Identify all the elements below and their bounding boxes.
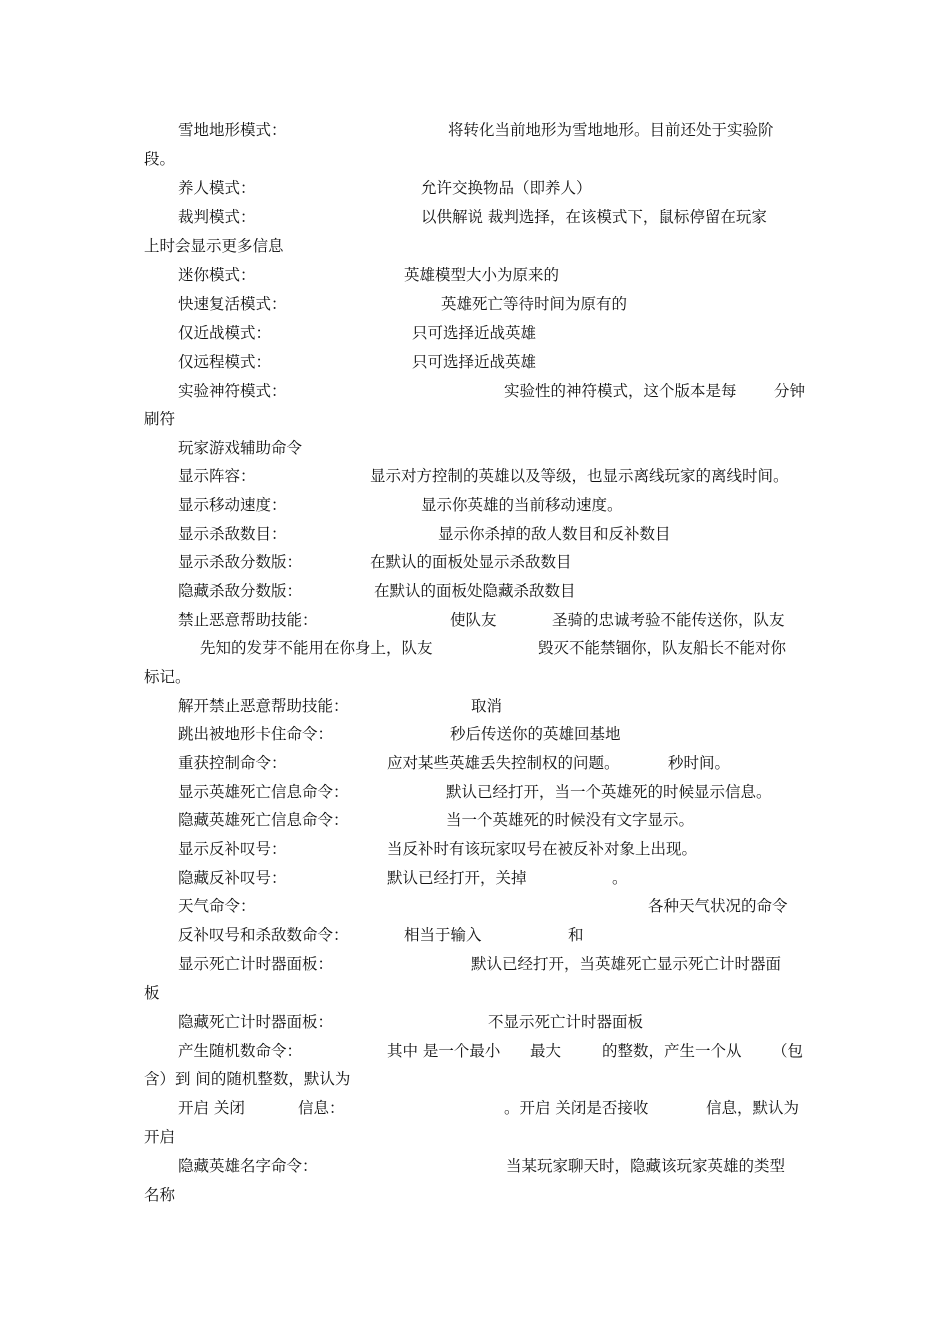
- line-label: 天气命令：: [178, 897, 256, 915]
- line-text: 刷符: [144, 410, 176, 428]
- line-text: 当反补时有该玩家叹号在被反补对象上出现。: [387, 840, 698, 858]
- line-label: 隐藏英雄死亡信息命令：: [178, 811, 349, 829]
- line-label: 隐藏英雄名字命令：: [178, 1157, 318, 1175]
- line-label: 隐藏反补叹号：: [178, 869, 287, 887]
- line-text: 先知的发芽不能用在你身上，队友: [200, 639, 433, 657]
- line-text: 其中 是一个最小: [387, 1042, 501, 1060]
- line-text: 只可选择近战英雄: [412, 324, 537, 342]
- line-text: 。: [612, 869, 628, 887]
- line-text: 允许交换物品（即养人）: [421, 179, 592, 197]
- line-text: 板: [144, 984, 160, 1002]
- line-text: 开启: [144, 1128, 176, 1146]
- line-label: 禁止恶意帮助技能：: [178, 611, 318, 629]
- line-text: 不显示死亡计时器面板: [488, 1013, 644, 1031]
- line-text: 英雄模型大小为原来的: [404, 266, 560, 284]
- line-text: 将转化当前地形为雪地地形。目前还处于实验阶: [448, 121, 774, 139]
- line-text: 显示你杀掉的敌人数目和反补数目: [438, 525, 671, 543]
- line-label: 隐藏杀敌分数版：: [178, 582, 303, 600]
- line-text: 分钟: [774, 382, 806, 400]
- line-text: 使队友: [450, 611, 497, 629]
- line-text: 只可选择近战英雄: [412, 353, 537, 371]
- line-label: 开启 关闭: [178, 1099, 245, 1117]
- line-text: 最大: [530, 1042, 562, 1060]
- line-label: 隐藏死亡计时器面板：: [178, 1013, 334, 1031]
- line-text: 显示对方控制的英雄以及等级，也显示离线玩家的离线时间。: [370, 467, 789, 485]
- line-label: 显示反补叹号：: [178, 840, 287, 858]
- line-label: 玩家游戏辅助命令: [178, 439, 303, 457]
- line-text: 秒后传送你的英雄回基地: [450, 725, 621, 743]
- line-label: 显示英雄死亡信息命令：: [178, 783, 349, 801]
- line-label: 养人模式：: [178, 179, 256, 197]
- line-label: 重获控制命令：: [178, 754, 287, 772]
- line-text: 默认已经打开，当英雄死亡显示死亡计时器面: [471, 955, 782, 973]
- line-label: 仅近战模式：: [178, 324, 272, 342]
- line-text: 在默认的面板处显示杀敌数目: [370, 553, 572, 571]
- line-label: 显示阵容：: [178, 467, 256, 485]
- line-text: 上时会显示更多信息: [144, 237, 284, 255]
- line-label: 裁判模式：: [178, 208, 256, 226]
- line-text: 含）到 间的随机整数，默认为: [144, 1070, 351, 1088]
- line-text: 毁灭不能禁锢你，队友船长不能对你: [538, 639, 787, 657]
- line-text: 段。: [144, 150, 176, 168]
- line-label: 反补叹号和杀敌数命令：: [178, 926, 349, 944]
- line-text: 应对某些英雄丢失控制权的问题。: [387, 754, 620, 772]
- line-text: 标记。: [144, 668, 191, 686]
- line-label: 雪地地形模式：: [178, 121, 287, 139]
- line-text: 相当于输入: [404, 926, 482, 944]
- line-text: （包: [772, 1042, 804, 1060]
- line-label: 仅远程模式：: [178, 353, 272, 371]
- line-label: 显示杀敌分数版：: [178, 553, 303, 571]
- line-text: 实验性的神符模式，这个版本是每: [504, 382, 737, 400]
- line-label: 实验神符模式：: [178, 382, 287, 400]
- line-text: 在默认的面板处隐藏杀敌数目: [374, 582, 576, 600]
- line-label: 显示死亡计时器面板：: [178, 955, 334, 973]
- line-text: 信息，默认为: [706, 1099, 800, 1117]
- line-text: 秒时间。: [668, 754, 731, 772]
- line-text: 当一个英雄死的时候没有文字显示。: [446, 811, 695, 829]
- line-text: 当某玩家聊天时，隐藏该玩家英雄的类型: [506, 1157, 786, 1175]
- line-text: 以供解说 裁判选择，在该模式下，鼠标停留在玩家: [421, 208, 767, 226]
- line-text: 名称: [144, 1186, 176, 1204]
- line-text: 圣骑的忠诚考验不能传送你，队友: [552, 611, 785, 629]
- line-text: 显示你英雄的当前移动速度。: [421, 496, 623, 514]
- line-label: 跳出被地形卡住命令：: [178, 725, 334, 743]
- line-label: 快速复活模式：: [178, 295, 287, 313]
- line-text: 和: [568, 926, 584, 944]
- line-text: 信息：: [298, 1099, 345, 1117]
- line-text: 默认已经打开，当一个英雄死的时候显示信息。: [446, 783, 772, 801]
- line-label: 产生随机数命令：: [178, 1042, 303, 1060]
- line-text: 的整数，产生一个从: [602, 1042, 742, 1060]
- line-text: 各种天气状况的命令: [648, 897, 788, 915]
- line-text: 默认已经打开，关掉: [387, 869, 527, 887]
- line-label: 显示杀敌数目：: [178, 525, 287, 543]
- line-text: 。开启 关闭是否接收: [504, 1099, 649, 1117]
- line-label: 迷你模式：: [178, 266, 256, 284]
- line-text: 英雄死亡等待时间为原有的: [441, 295, 628, 313]
- line-label: 显示移动速度：: [178, 496, 287, 514]
- line-label: 解开禁止恶意帮助技能：: [178, 697, 349, 715]
- line-text: 取消: [471, 697, 503, 715]
